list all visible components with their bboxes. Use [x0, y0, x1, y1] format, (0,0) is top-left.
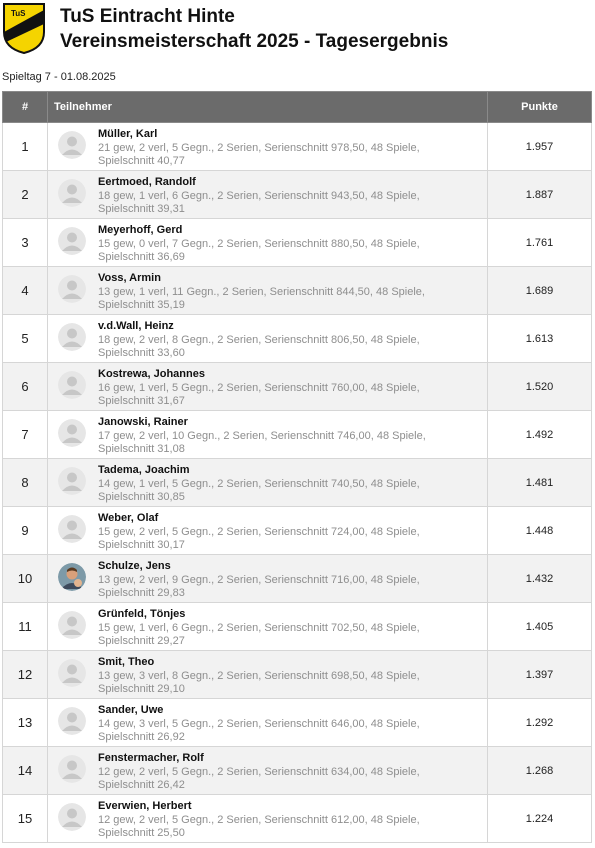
points-cell: 1.957 [488, 123, 592, 171]
participant-stats: 13 gew, 3 verl, 8 Gegn., 2 Serien, Serienschnitt 698,50, 48 Spiele, Spielschnitt 29,10 [98, 670, 420, 695]
rank-cell: 3 [3, 219, 48, 267]
person-placeholder-icon [58, 419, 86, 447]
participant-stats: 13 gew, 2 verl, 9 Gegn., 2 Serien, Serienschnitt 716,00, 48 Spiele, Spielschnitt 29,83 [98, 574, 420, 599]
rank-cell: 15 [3, 795, 48, 843]
table-row [3, 699, 592, 747]
participant-stats: 12 gew, 2 verl, 5 Gegn., 2 Serien, Serienschnitt 634,00, 48 Spiele, Spielschnitt 26,42 [98, 766, 420, 791]
rank-cell: 10 [3, 555, 48, 603]
column-header-rank: # [3, 92, 48, 123]
participant-name: Müller, Karl [98, 128, 158, 140]
participant-stats: 14 gew, 1 verl, 5 Gegn., 2 Serien, Serienschnitt 740,50, 48 Spiele, Spielschnitt 30,85 [98, 478, 420, 503]
participant-name: Tadema, Joachim [98, 464, 190, 476]
participant-cell [48, 459, 488, 507]
person-placeholder-icon [58, 179, 86, 207]
participant-name: Fenstermacher, Rolf [98, 752, 204, 764]
participant-stats: 18 gew, 2 verl, 8 Gegn., 2 Serien, Serienschnitt 806,50, 48 Spiele, Spielschnitt 33,60 [98, 334, 420, 359]
participant-stats: 18 gew, 1 verl, 6 Gegn., 2 Serien, Serienschnitt 943,50, 48 Spiele, Spielschnitt 39,31 [98, 190, 420, 215]
table-row [3, 171, 592, 219]
participant-cell [48, 555, 488, 603]
participant-name: Meyerhoff, Gerd [98, 224, 183, 236]
participant-name: Grünfeld, Tönjes [98, 608, 186, 620]
points-cell: 1.689 [488, 267, 592, 315]
table-row [3, 507, 592, 555]
page-title: TuS Eintracht Hinte [60, 6, 235, 27]
club-logo-icon [2, 2, 46, 54]
points-cell: 1.520 [488, 363, 592, 411]
points-cell: 1.481 [488, 459, 592, 507]
rank-cell: 13 [3, 699, 48, 747]
points-cell: 1.405 [488, 603, 592, 651]
participant-stats: 15 gew, 0 verl, 7 Gegn., 2 Serien, Serienschnitt 880,50, 48 Spiele, Spielschnitt 36,69 [98, 238, 420, 263]
participant-name: Kostrewa, Johannes [98, 368, 205, 380]
participant-cell [48, 795, 488, 843]
rank-cell: 7 [3, 411, 48, 459]
table-row [3, 459, 592, 507]
points-cell: 1.268 [488, 747, 592, 795]
points-cell: 1.613 [488, 315, 592, 363]
table-row [3, 651, 592, 699]
points-cell: 1.224 [488, 795, 592, 843]
table-row [3, 123, 592, 171]
table-row [3, 315, 592, 363]
results-table [2, 91, 592, 843]
participant-name: Eertmoed, Randolf [98, 176, 196, 188]
participant-stats: 13 gew, 1 verl, 11 Gegn., 2 Serien, Serienschnitt 844,50, 48 Spiele, Spielschnitt 35,19 [98, 286, 425, 311]
participant-cell [48, 411, 488, 459]
rank-cell: 6 [3, 363, 48, 411]
table-row [3, 267, 592, 315]
participant-cell [48, 123, 488, 171]
rank-cell: 2 [3, 171, 48, 219]
participant-name: Sander, Uwe [98, 704, 164, 716]
rank-cell: 5 [3, 315, 48, 363]
rank-cell: 8 [3, 459, 48, 507]
person-placeholder-icon [58, 515, 86, 543]
rank-cell: 14 [3, 747, 48, 795]
avatar [58, 563, 86, 591]
participant-stats: 15 gew, 1 verl, 6 Gegn., 2 Serien, Serienschnitt 702,50, 48 Spiele, Spielschnitt 29,27 [98, 622, 420, 647]
page-subtitle: Vereinsmeisterschaft 2025 - Tagesergebnis [60, 31, 449, 52]
participant-name: Smit, Theo [98, 656, 155, 668]
participant-cell [48, 699, 488, 747]
table-row [3, 411, 592, 459]
points-cell: 1.887 [488, 171, 592, 219]
person-placeholder-icon [58, 659, 86, 687]
participant-cell [48, 363, 488, 411]
column-header-participant: Teilnehmer [48, 92, 488, 123]
participant-name: v.d.Wall, Heinz [98, 320, 174, 332]
points-cell: 1.448 [488, 507, 592, 555]
points-cell: 1.432 [488, 555, 592, 603]
person-placeholder-icon [58, 323, 86, 351]
table-row [3, 747, 592, 795]
column-header-points: Punkte [488, 92, 592, 123]
person-placeholder-icon [58, 755, 86, 783]
person-placeholder-icon [58, 227, 86, 255]
participant-stats: 14 gew, 3 verl, 5 Gegn., 2 Serien, Serienschnitt 646,00, 48 Spiele, Spielschnitt 26,92 [98, 718, 420, 743]
points-cell: 1.292 [488, 699, 592, 747]
participant-name: Everwien, Herbert [98, 800, 192, 812]
participant-cell [48, 267, 488, 315]
person-placeholder-icon [58, 707, 86, 735]
person-placeholder-icon [58, 467, 86, 495]
table-row [3, 555, 592, 603]
person-placeholder-icon [58, 803, 86, 831]
table-row [3, 795, 592, 843]
points-cell: 1.761 [488, 219, 592, 267]
person-placeholder-icon [58, 371, 86, 399]
table-row [3, 219, 592, 267]
page-header [0, 0, 595, 60]
participant-cell [48, 603, 488, 651]
person-placeholder-icon [58, 275, 86, 303]
participant-stats: 15 gew, 2 verl, 5 Gegn., 2 Serien, Serienschnitt 724,00, 48 Spiele, Spielschnitt 30,17 [98, 526, 420, 551]
rank-cell: 1 [3, 123, 48, 171]
participant-cell [48, 507, 488, 555]
rank-cell: 11 [3, 603, 48, 651]
participant-name: Weber, Olaf [98, 512, 159, 524]
participant-cell [48, 747, 488, 795]
table-header-row [3, 92, 592, 123]
svg-text:TuS: TuS [11, 9, 26, 18]
participant-stats: 17 gew, 2 verl, 10 Gegn., 2 Serien, Serienschnitt 746,00, 48 Spiele, Spielschnitt 31,08 [98, 430, 426, 455]
participant-stats: 12 gew, 2 verl, 5 Gegn., 2 Serien, Serienschnitt 612,00, 48 Spiele, Spielschnitt 25,50 [98, 814, 420, 839]
participant-cell [48, 219, 488, 267]
points-cell: 1.492 [488, 411, 592, 459]
person-placeholder-icon [58, 131, 86, 159]
participant-name: Schulze, Jens [98, 560, 171, 572]
matchday-label: Spieltag 7 - 01.08.2025 [2, 71, 116, 83]
participant-stats: 16 gew, 1 verl, 5 Gegn., 2 Serien, Serienschnitt 760,00, 48 Spiele, Spielschnitt 31,67 [98, 382, 420, 407]
participant-cell [48, 315, 488, 363]
participant-name: Janowski, Rainer [98, 416, 188, 428]
participant-cell [48, 171, 488, 219]
rank-cell: 9 [3, 507, 48, 555]
participant-stats: 21 gew, 2 verl, 5 Gegn., 2 Serien, Serienschnitt 978,50, 48 Spiele, Spielschnitt 40,77 [98, 142, 420, 167]
rank-cell: 4 [3, 267, 48, 315]
table-row [3, 603, 592, 651]
points-cell: 1.397 [488, 651, 592, 699]
participant-cell [48, 651, 488, 699]
table-row [3, 363, 592, 411]
person-placeholder-icon [58, 611, 86, 639]
participant-name: Voss, Armin [98, 272, 161, 284]
rank-cell: 12 [3, 651, 48, 699]
